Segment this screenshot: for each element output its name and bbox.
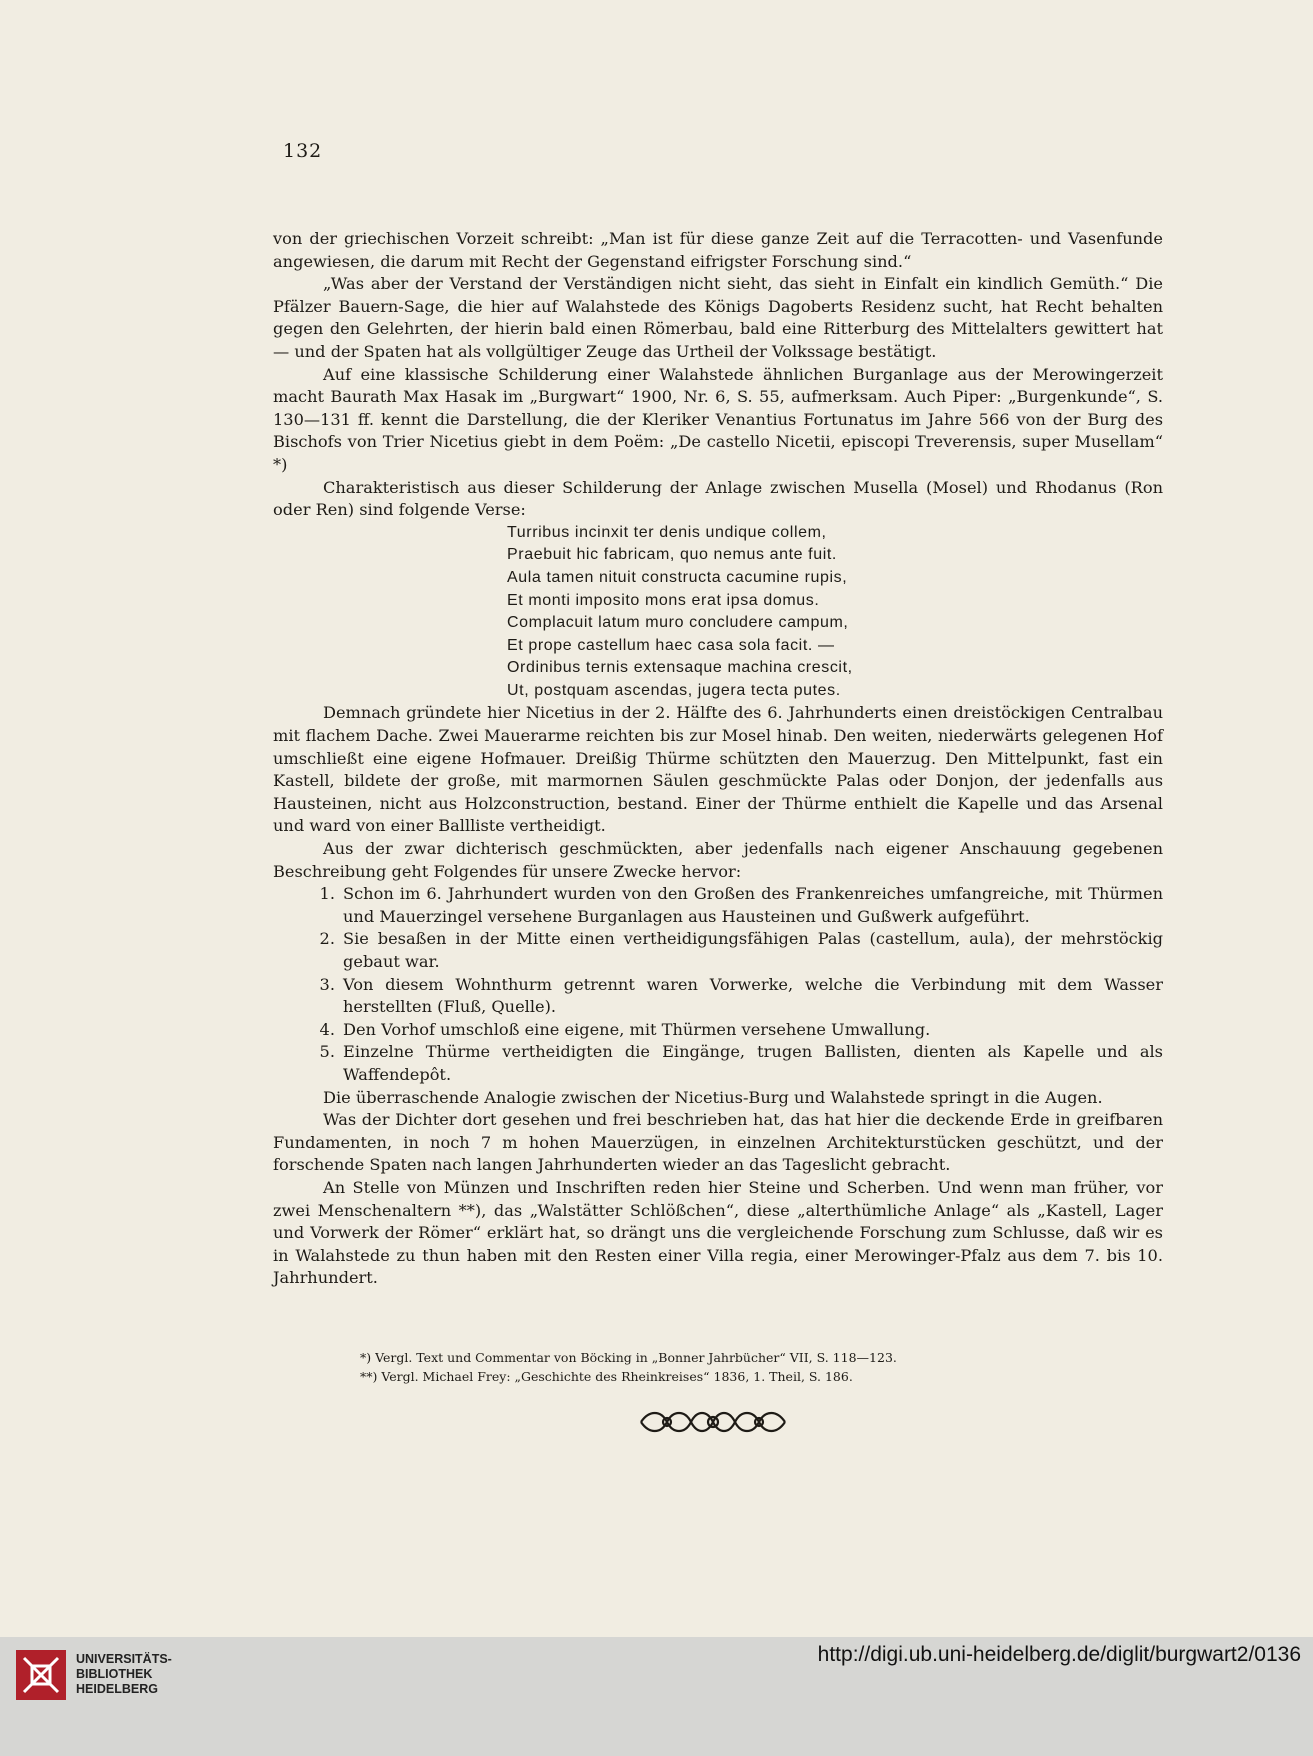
paragraph: Die überraschende Analogie zwischen der Nicetius-Burg und Walahstede springt in die Augen. <box>323 1087 1103 1107</box>
verse-line: Ordinibus ternis extensaque machina crescit, <box>507 659 853 677</box>
paragraph: von der griechischen Vorzeit schreibt: „Man ist für diese ganze Zeit auf die Terracotten- und Vasenfunde angewiesen, die darum mit Recht der Gegenstand eifrigster Forschung sind.“ <box>273 229 1163 271</box>
list-text: Den Vorhof umschloß eine eigene, mit Thürmen versehene Umwallung. <box>343 1019 931 1039</box>
list-item <box>273 1041 1163 1086</box>
ornament-icon <box>637 1408 789 1436</box>
logo-line: UNIVERSITÄTS- <box>76 1652 172 1666</box>
paragraph: Auf eine klassische Schilderung einer Walahstede ähnlichen Burganlage aus der Merowingerzeit macht Baurath Max Hasak im „Burgwart“ 1900, Nr. 6, S. 55, aufmerksam. Auch Piper: „Burgenkunde“, S. 130—131 ff. kennt die Darstellung, die der Kleriker Venantius Fortunatus im Jahre 566 von der Burg des Bischofs von Trier Nicetius giebt in dem Poëm: „De castello Nicetii, episcopi Treverensis, super Musellam“ *) <box>273 364 1163 474</box>
list-text: Von diesem Wohnthurm getrennt waren Vorwerke, welche die Verbindung mit dem Wasser herstellten (Fluß, Quelle). <box>343 974 1163 1017</box>
logo-line: BIBLIOTHEK <box>76 1667 153 1681</box>
university-seal-icon <box>14 1648 68 1702</box>
paragraph: Was der Dichter dort gesehen und frei beschrieben hat, das hat hier die deckende Erde in greifbaren Fundamenten, in noch 7 m hohen Mauerzügen, in einzelnen Architekturstücken geschützt, und der forschende Spaten nach langen Jahrhunderten wieder an das Tageslicht gebracht. <box>273 1110 1163 1175</box>
verse-line: Turribus incinxit ter denis undique collem, <box>507 523 827 541</box>
list-item <box>273 883 1163 928</box>
paragraph: An Stelle von Münzen und Inschriften reden hier Steine und Scherben. Und wenn man früher, vor zwei Menschenaltern **), das „Walstätter Schlößchen“, diese „alterthümliche Anlage“ als „Kastell, Lager und Vorwerk der Römer“ erklärt hat, so drängt uns die vergleichende Forschung zum Schlusse, daß wir es in Walahstede zu thun haben mit den Resten einer Villa regia, einer Merowinger-Pfalz aus dem 7. bis 10. Jahrhundert. <box>273 1177 1163 1288</box>
numbered-list <box>273 883 1163 1086</box>
list-number: 3. <box>319 974 335 994</box>
list-item <box>273 928 1163 973</box>
footnotes <box>360 1348 1140 1386</box>
paragraph: Aus der zwar dichterisch geschmückten, aber jedenfalls nach eigener Anschauung gegebenen Beschreibung geht Folgendes für unsere Zwecke hervor: <box>273 839 1163 881</box>
paragraph: „Was aber der Verstand der Verständigen nicht sieht, das sieht in Einfalt ein kindlich Gemüth.“ Die Pfälzer Bauern-Sage, die hier auf Walahstede des Königs Dagoberts Residenz sucht, hat Recht behalten gegen den Gelehrten, der hierin bald einen Römerbau, bald eine Ritterburg des Mittelalters gewittert hat — und der Spaten hat als vollgültiger Zeuge das Urtheil der Volkssage bestätigt. <box>273 274 1163 361</box>
list-text: Schon im 6. Jahrhundert wurden von den Großen des Frankenreiches umfangreiche, mit Thürmen und Mauerzingel versehene Burganlagen aus Hausteinen und Gußwerk aufgeführt. <box>343 884 1163 926</box>
paragraph: Demnach gründete hier Nicetius in der 2. Hälfte des 6. Jahrhunderts einen dreistöckigen Centralbau mit flachem Dache. Zwei Mauerarme reichten bis zur Mosel hinab. Den weiten, niederwärts gelegenen Hof umschließt eine eigene Hofmauer. Dreißig Thürme schützten den Mauerzug. Den Mittelpunkt, fast ein Kastell, bildete der große, mit marmornen Säulen geschmückte Palas oder Donjon, der jedenfalls aus Hausteinen, nicht aus Holzconstruction, bestand. Einer der Thürme enthielt die Kapelle und das Arsenal und ward von einer Ballliste vertheidigt. <box>273 703 1163 836</box>
paragraph: Charakteristisch aus dieser Schilderung der Anlage zwischen Musella (Mosel) und Rhodanus (Ron oder Ren) sind folgende Verse: <box>273 477 1163 520</box>
footnote: **) Vergl. Michael Frey: „Geschichte des Rheinkreises“ 1836, 1. Theil, S. 186. <box>360 1369 853 1384</box>
verse-line: Complacuit latum muro concludere campum, <box>507 614 849 632</box>
verse-line: Ut, postquam ascendas, jugera tecta putes. <box>507 681 841 699</box>
list-item <box>273 1019 1163 1042</box>
verse-line: Aula tamen nituit constructa cacumine rupis, <box>507 568 848 586</box>
list-number: 4. <box>319 1019 335 1039</box>
verse-line: Praebuit hic fabricam, quo nemus ante fuit. <box>507 546 837 564</box>
source-url-link[interactable]: http://digi.ub.uni-heidelberg.de/diglit/burgwart2/0136 <box>817 1643 1301 1666</box>
list-item <box>273 974 1163 1019</box>
body-text <box>273 228 1163 1290</box>
page-number: 132 <box>283 140 323 162</box>
verse-line: Et prope castellum haec casa sola facit. — <box>507 636 835 654</box>
footnote: *) Vergl. Text und Commentar von Böcking in „Bonner Jahrbücher“ VII, S. 118—123. <box>360 1350 897 1365</box>
list-number: 1. <box>319 884 335 904</box>
list-number: 2. <box>319 929 335 949</box>
list-text: Sie besaßen in der Mitte einen vertheidigungsfähigen Palas (castellum, aula), der mehrstöckig gebaut war. <box>343 929 1163 971</box>
verse-line: Et monti imposito mons erat ipsa domus. <box>507 591 820 609</box>
library-logo-text <box>76 1652 172 1697</box>
list-number: 5. <box>319 1042 335 1062</box>
list-text: Einzelne Thürme vertheidigten die Eingänge, trugen Ballisten, dienten als Kapelle und als Waffendepôt. <box>343 1042 1163 1084</box>
logo-line: HEIDELBERG <box>76 1682 158 1696</box>
latin-verses <box>507 522 1163 703</box>
